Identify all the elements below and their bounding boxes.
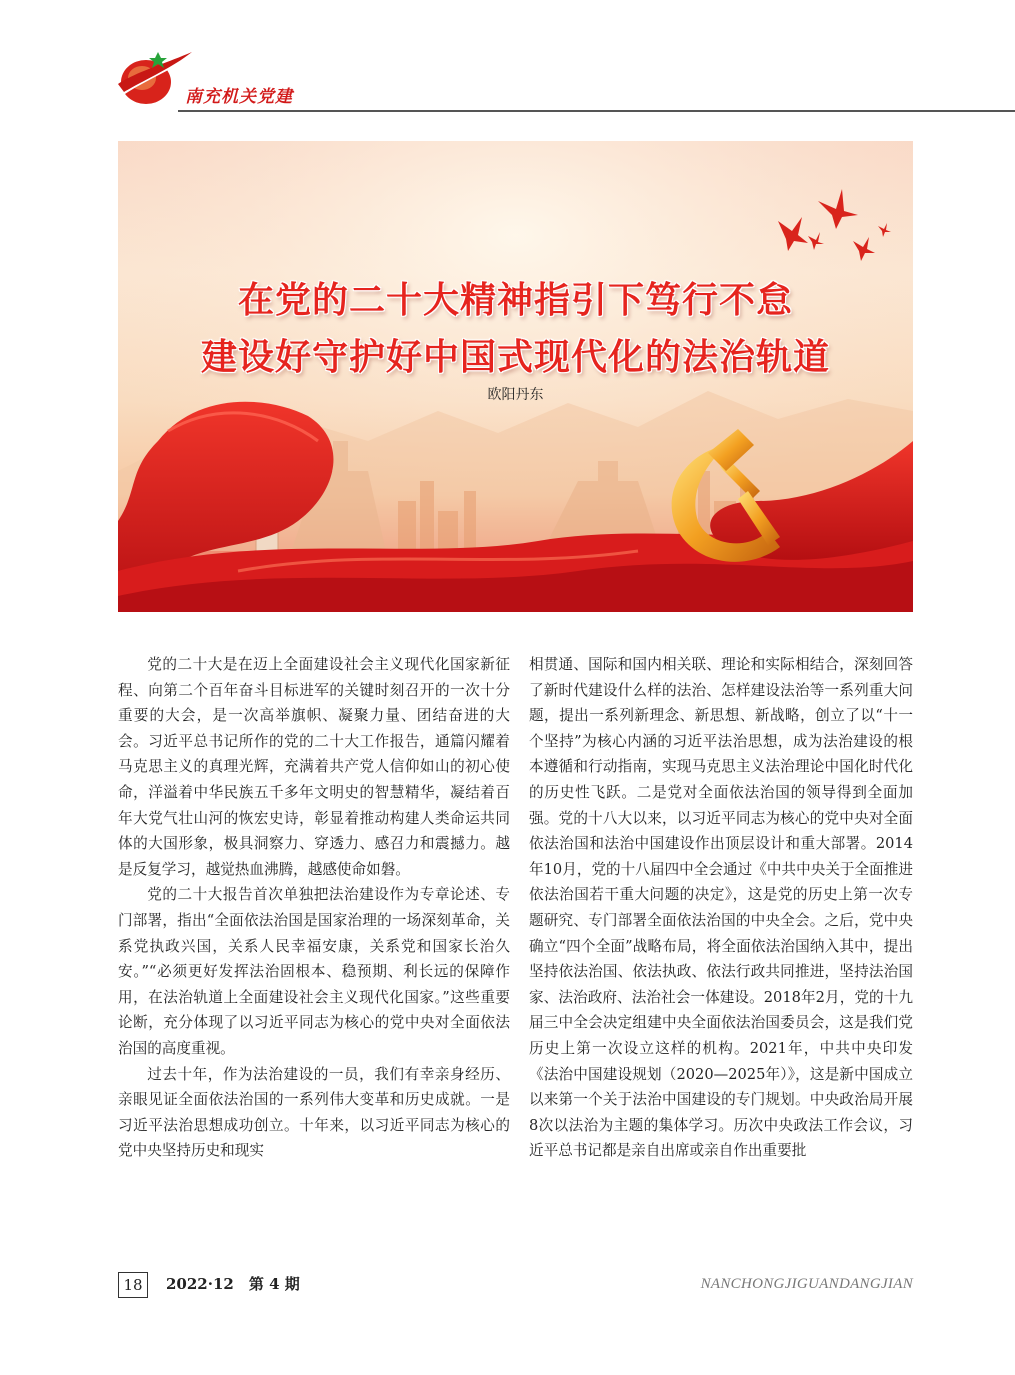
magazine-logo bbox=[112, 44, 194, 112]
logo-emblem-icon bbox=[112, 44, 194, 112]
article-author: 欧阳丹东 bbox=[487, 387, 544, 403]
article-title-line1: 在党的二十大精神指引下笃行不怠 bbox=[237, 280, 793, 321]
issue-info: 2022·12 第 4 期 bbox=[166, 1275, 300, 1293]
page-number: 18 bbox=[118, 1272, 148, 1298]
footer-brand: NANCHONGJIGUANDANGJIAN bbox=[700, 1276, 913, 1292]
paragraph: 过去十年，作为法治建设的一员，我们有幸亲身经历、亲眼见证全面依法治国的一系列伟大变革和历史成就。一是习近平法治思想成功创立。十年来，以习近平同志为核心的党中央坚持历史和现实 bbox=[118, 1065, 510, 1160]
paragraph: 相贯通、国际和国内相关联、理论和实际相结合，深刻回答了新时代建设什么样的法治、怎样建设法治等一系列重大问题，提出一系列新理念、新思想、新战略，创立了以“十一个坚持”为核心内涵的习近平法治思想，成为法治建设的根本遵循和行动指南，实现马克思主义法治理论中国化时代化的历史性飞跃。二是党对全面依法治国的领导得到全面加强。党的十八大以来，以习近平同志为核心的党中央对全面依法治国和法治中国建设作出顶层设计和重大部署。2014年10月，党的十八届四中全会通过《中共中央关于全面推进依法治国若干重大问题的决定》，这是党的历史上第一次专题研究、专门部署全面依法治国的中央全会。之后，党中央确立“四个全面”战略布局，将全面依法治国纳入其中，提出坚持依法治国、依法执政、依法行政共同推进，坚持法治国家、法治政府、法治社会一体建设。2018年2月，党的十九届三中全会决定组建中央全面依法治国委员会，这是我们党历史上第一次设立这样的机构。2021年，中共中央印发《法治中国建设规划（2020—2025年）》，这是新中国成立以来第一个关于法治中国建设的专门规划。中央政治局开展8次以法治为主题的集体学习。历次中央政法工作会议，习近平总书记都是亲自出席或亲自作出重要批 bbox=[529, 656, 913, 1160]
article-column-right bbox=[529, 652, 913, 1164]
article-banner bbox=[118, 141, 913, 612]
article-title-line2: 建设好守护好中国式现代化的法治轨道 bbox=[200, 337, 830, 378]
paragraph: 党的二十大报告首次单独把法治建设作为专章论述、专门部署，指出“全面依法治国是国家治理的一场深刻革命，关系党执政兴国，关系人民幸福安康，关系党和国家长治久安。”“必须更好发挥法治固根本、稳预期、利长远的保障作用，在法治轨道上全面建设社会主义现代化国家。”这些重要论断，充分体现了以习近平同志为核心的党中央对全面依法治国的高度重视。 bbox=[118, 886, 510, 1057]
header-rule bbox=[178, 110, 1015, 112]
article-column-left bbox=[118, 652, 510, 1164]
magazine-name: 南充机关党建 bbox=[185, 87, 293, 107]
paragraph: 党的二十大是在迈上全面建设社会主义现代化国家新征程、向第二个百年奋斗目标进军的关键时刻召开的一次十分重要的大会，是一次高举旗帜、凝聚力量、团结奋进的大会。习近平总书记所作的党的二十大工作报告，通篇闪耀着马克思主义的真理光辉，充满着共产党人信仰如山的初心使命，洋溢着中华民族五千多年文明史的智慧精华，凝结着百年大党气壮山河的恢宏史诗，彰显着推动构建人类命运共同体的大国形象，极具洞察力、穿透力、感召力和震撼力。越是反复学习，越觉热血沸腾，越感使命如磐。 bbox=[118, 656, 510, 878]
